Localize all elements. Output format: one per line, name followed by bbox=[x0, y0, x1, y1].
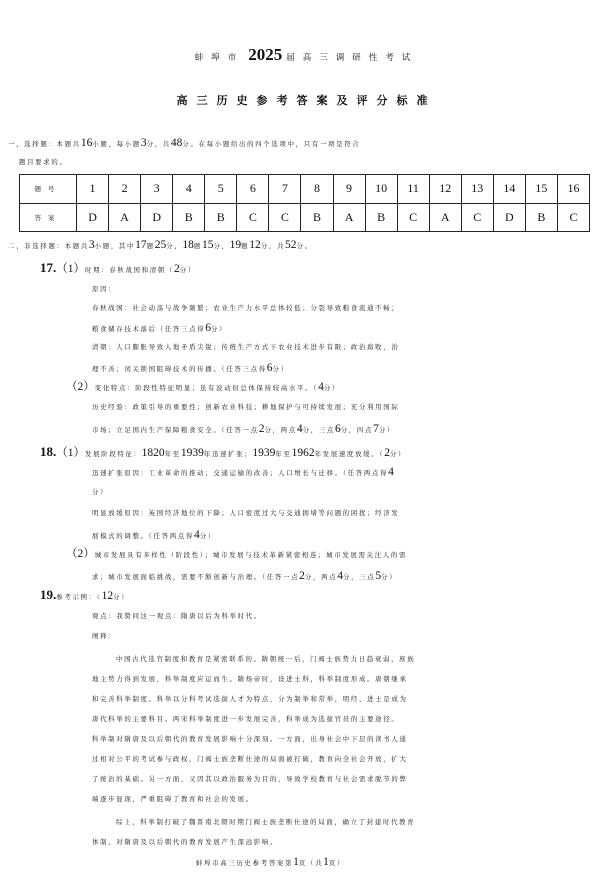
text-fragment: 分） bbox=[381, 573, 398, 581]
text-fragment: 4 bbox=[388, 466, 394, 478]
q19-header bbox=[40, 588, 129, 603]
answer-cell: C bbox=[237, 203, 269, 232]
text-fragment: 15 bbox=[201, 239, 214, 251]
q18-part1 bbox=[40, 445, 406, 460]
answer-row bbox=[20, 203, 590, 232]
q18-line: 分） bbox=[92, 488, 109, 496]
text-fragment: （2） bbox=[66, 548, 95, 560]
text-fragment: 25 bbox=[154, 239, 167, 251]
text-fragment: 6 bbox=[205, 322, 212, 334]
exam-name: 届高三调研性考试 bbox=[286, 53, 419, 63]
q19-para1-line: 端逐步显现，严重阻碍了教育和社会的发展。 bbox=[92, 795, 254, 803]
text-fragment: 分） bbox=[378, 426, 396, 434]
text-fragment: 2 bbox=[258, 423, 265, 435]
q17-line: 清朝：人口膨胀导致人地矛盾尖锐；传统生产方式下农业技术进步有限；政治腐败，治 bbox=[92, 343, 400, 351]
text-fragment: 分） bbox=[113, 593, 130, 601]
text-fragment: 3 bbox=[140, 137, 147, 149]
answer-cell: B bbox=[173, 203, 205, 232]
question-number: 5 bbox=[205, 175, 237, 204]
question-number: 1 bbox=[77, 175, 109, 204]
q17-number: 17. bbox=[40, 260, 57, 275]
q18-number: 18. bbox=[40, 444, 57, 459]
answer-cell: D bbox=[493, 203, 525, 232]
text-fragment: 4 bbox=[193, 529, 200, 541]
text-fragment: 一、选择题：本题共 bbox=[8, 140, 81, 148]
text-fragment: 小题，每小题 bbox=[92, 140, 141, 148]
text-fragment: 2 bbox=[174, 263, 180, 275]
text-fragment: 19 bbox=[229, 239, 242, 251]
text-fragment: 16 bbox=[80, 137, 93, 149]
text-fragment: 4 bbox=[296, 423, 303, 435]
text-fragment: 分，两点 bbox=[264, 426, 297, 434]
exam-title bbox=[0, 45, 613, 65]
answer-cell: A bbox=[333, 203, 365, 232]
text-fragment: 变化特点：阶段性特征明显；虽有波动但总体保持较高水平。（ bbox=[94, 384, 319, 392]
q19-para1-line: 中国古代选官制度和教育是紧密联系的。隋朝统一后，门阀士族势力日趋衰弱，庶族 bbox=[116, 655, 416, 663]
text-fragment: 1820 bbox=[141, 447, 165, 459]
question-number: 10 bbox=[365, 175, 397, 204]
text-fragment: 粮食储存技术落后（任答三点得 bbox=[92, 325, 206, 333]
q19-number: 19. bbox=[40, 587, 57, 602]
text-fragment: 2 bbox=[384, 447, 390, 459]
text-fragment: 分，共 bbox=[260, 242, 286, 250]
question-number: 2 bbox=[109, 175, 141, 204]
q17-reason-label: 原因： bbox=[92, 285, 117, 293]
q17-line: 历史经验：政策引导的重要性；创新农业科技；耕地保护与可持续发展；充分利用国际 bbox=[92, 403, 400, 411]
q19-para2-line: 体制，对隋唐及以后朝代的教育发展产生深远影响。 bbox=[92, 838, 279, 846]
text-fragment: 分） bbox=[389, 450, 407, 458]
page-total: 1 bbox=[323, 856, 329, 868]
text-fragment: 分，两点 bbox=[304, 573, 338, 581]
text-fragment: 时期：春秋战国和清朝（ bbox=[85, 266, 174, 274]
q17-line: 春秋战国：社会动荡与战争频繁；农业生产力水平总体较低；分裂导致粮食流通不畅； bbox=[92, 304, 400, 312]
text-fragment: 分） bbox=[179, 266, 196, 274]
text-fragment: 17 bbox=[135, 239, 147, 251]
question-number: 4 bbox=[173, 175, 205, 204]
part1-instructions-line2: 题目要求的。 bbox=[19, 158, 68, 166]
answer-cell: C bbox=[397, 203, 429, 232]
text-fragment: 理不善；闭关锁国阻碍技术的传播。（任答三点得 bbox=[92, 365, 267, 373]
page-footer bbox=[196, 857, 345, 869]
text-fragment: 2 bbox=[299, 570, 305, 582]
q19-para1-line: 地主势力得到发展，科举制度应运而生。隋炀帝时，设进士科，科举制度形成。唐朝继承 bbox=[92, 675, 408, 683]
text-fragment: 参考示例：（ bbox=[56, 593, 102, 601]
text-fragment: 求；城市发展面临挑战，需要不断创新与治理。（任答一点 bbox=[92, 573, 300, 581]
question-number: 11 bbox=[397, 175, 429, 204]
part1-instructions bbox=[8, 138, 360, 150]
text-fragment: 分） bbox=[323, 384, 341, 392]
question-number: 14 bbox=[493, 175, 525, 204]
q18-part2 bbox=[66, 549, 407, 561]
text-fragment: 题 bbox=[146, 242, 155, 250]
text-fragment: 6 bbox=[266, 362, 273, 374]
text-fragment: 年至 bbox=[275, 450, 292, 458]
text-fragment: 迅速扩张原因：工业革命的推动；交通运输的改善；人口增长与迁移。（任答两点得 bbox=[92, 469, 389, 477]
text-fragment: 年至 bbox=[164, 450, 181, 458]
text-fragment: 分，共 bbox=[146, 140, 171, 148]
text-fragment: 1939 bbox=[252, 447, 276, 459]
text-fragment: 18 bbox=[182, 239, 194, 251]
text-fragment: 发展阶段特征： bbox=[85, 450, 142, 458]
text-fragment: 分。 bbox=[296, 242, 313, 250]
question-number: 16 bbox=[557, 175, 589, 204]
q19-explain-label: 阐释： bbox=[92, 632, 117, 640]
answer-cell: C bbox=[461, 203, 493, 232]
row-label-answer: 答案 bbox=[20, 203, 77, 232]
text-fragment: 12 bbox=[249, 239, 261, 251]
text-fragment: 年发展速度放缓。（ bbox=[314, 450, 385, 458]
page-number: 1 bbox=[293, 856, 299, 868]
exam-year: 2025 bbox=[248, 45, 283, 64]
text-fragment: 分） bbox=[211, 325, 228, 333]
question-number: 6 bbox=[237, 175, 269, 204]
document-title: 高三历史参考答案及评分标准 bbox=[176, 94, 437, 107]
text-fragment: （1） bbox=[56, 263, 85, 275]
q19-para1-line: 唐代科举的主要科目。两宋科举制度进一步发展完善，科举成为选拔官员的主要途径。 bbox=[92, 715, 400, 723]
answer-cell: A bbox=[429, 203, 461, 232]
q19-para1-line: 和完善科举制度。科举以分科考试选拔人才为特点，分为制举和常举，明经、进士是成为 bbox=[92, 695, 408, 703]
question-number: 12 bbox=[429, 175, 461, 204]
text-fragment: 5 bbox=[375, 570, 382, 582]
q19-viewpoint: 观点：我赞同这一观点：隋唐以后为科举时代。 bbox=[92, 612, 262, 620]
q18-line bbox=[92, 571, 397, 583]
text-fragment: （2） bbox=[66, 381, 95, 393]
text-fragment: 城市发展具有多样性（阶段性）；城市发展与技术革新紧密相连；城市发展需关注人的需 bbox=[94, 551, 408, 559]
q18-line bbox=[92, 530, 216, 542]
exam-city: 蚌埠市 bbox=[194, 53, 245, 63]
text-fragment: 题 bbox=[193, 242, 202, 250]
answer-cell: D bbox=[141, 203, 173, 232]
text-fragment: 分，三点 bbox=[343, 573, 376, 581]
answer-cell: B bbox=[525, 203, 557, 232]
text-fragment: 4 bbox=[318, 381, 324, 393]
question-number: 8 bbox=[301, 175, 333, 204]
text-fragment: 52 bbox=[285, 239, 297, 251]
question-number: 13 bbox=[461, 175, 493, 204]
answer-cell: B bbox=[365, 203, 397, 232]
text-fragment: 分，四点 bbox=[340, 426, 374, 434]
q17-part1 bbox=[40, 261, 196, 276]
q18-line bbox=[92, 467, 394, 479]
row-label-number: 题号 bbox=[20, 175, 77, 204]
answer-cell: B bbox=[205, 203, 237, 232]
text-fragment: 分。在每小题给出的四个选项中，只有一项是符合 bbox=[182, 140, 361, 148]
text-fragment: 展模式的调整。（任答两点得 bbox=[92, 532, 194, 540]
text-fragment: 页（共 bbox=[298, 859, 324, 867]
question-number: 15 bbox=[525, 175, 557, 204]
text-fragment: 分，三点 bbox=[302, 426, 335, 434]
part2-instructions bbox=[8, 240, 313, 252]
text-fragment: 蚌埠市高三历史参考答案第 bbox=[196, 859, 294, 867]
q17-line bbox=[92, 323, 227, 335]
text-fragment: 小题，其中 bbox=[94, 242, 136, 250]
text-fragment: 分， bbox=[213, 242, 230, 250]
question-number-row bbox=[20, 175, 590, 204]
text-fragment: 分） bbox=[272, 365, 289, 373]
text-fragment: 题 bbox=[241, 242, 250, 250]
text-fragment: 分， bbox=[166, 242, 183, 250]
text-fragment: 48 bbox=[170, 137, 183, 149]
answer-cell: C bbox=[269, 203, 301, 232]
q18-line: 明显放缓原因：英国经济地位的下降；人口密度过大与交通拥堵等问题的困扰；经济发 bbox=[92, 509, 400, 517]
text-fragment: 7 bbox=[373, 423, 379, 435]
text-fragment: 12 bbox=[101, 590, 114, 602]
q17-line bbox=[92, 424, 395, 436]
text-fragment: 市场；立足国内生产保障粮食安全。（任答一点 bbox=[92, 426, 259, 434]
text-fragment: 6 bbox=[334, 423, 341, 435]
question-number: 9 bbox=[333, 175, 365, 204]
text-fragment: 4 bbox=[337, 570, 344, 582]
question-number: 7 bbox=[269, 175, 301, 204]
text-fragment: 年迅速扩张； bbox=[203, 450, 253, 458]
text-fragment: 分） bbox=[199, 532, 216, 540]
text-fragment: （1） bbox=[56, 447, 85, 459]
answer-cell: D bbox=[77, 203, 109, 232]
text-fragment: 1939 bbox=[180, 447, 204, 459]
q19-para2-line: 综上，科举制打破了魏晋南北朝时期门阀士族垄断仕途的局面，确立了封建时代教育 bbox=[116, 818, 416, 826]
q19-para1-line: 了统治的基础。另一方面，又因其以政治服务为目的，导致学校教育与社会需求脱节的弊 bbox=[92, 775, 408, 783]
answer-cell: C bbox=[557, 203, 589, 232]
answer-cell: A bbox=[109, 203, 141, 232]
q19-para1-line: 过相对公平的考试参与政权，门阀士族垄断仕途的局面被打破，教育向全社会开放，扩大 bbox=[92, 755, 408, 763]
question-number: 3 bbox=[141, 175, 173, 204]
q19-para1-line: 科举制对隋唐及以后朝代的教育发展影响十分深刻。一方面，出身社会中下层的读书人通 bbox=[92, 735, 408, 743]
text-fragment: 1962 bbox=[291, 447, 315, 459]
q17-line bbox=[92, 363, 289, 375]
text-fragment: 3 bbox=[88, 239, 95, 251]
answer-cell: B bbox=[301, 203, 333, 232]
answer-table bbox=[19, 174, 590, 232]
text-fragment: 二、非选择题：本题共 bbox=[8, 242, 89, 250]
text-fragment: 页） bbox=[328, 859, 346, 867]
q17-part2 bbox=[66, 382, 340, 394]
